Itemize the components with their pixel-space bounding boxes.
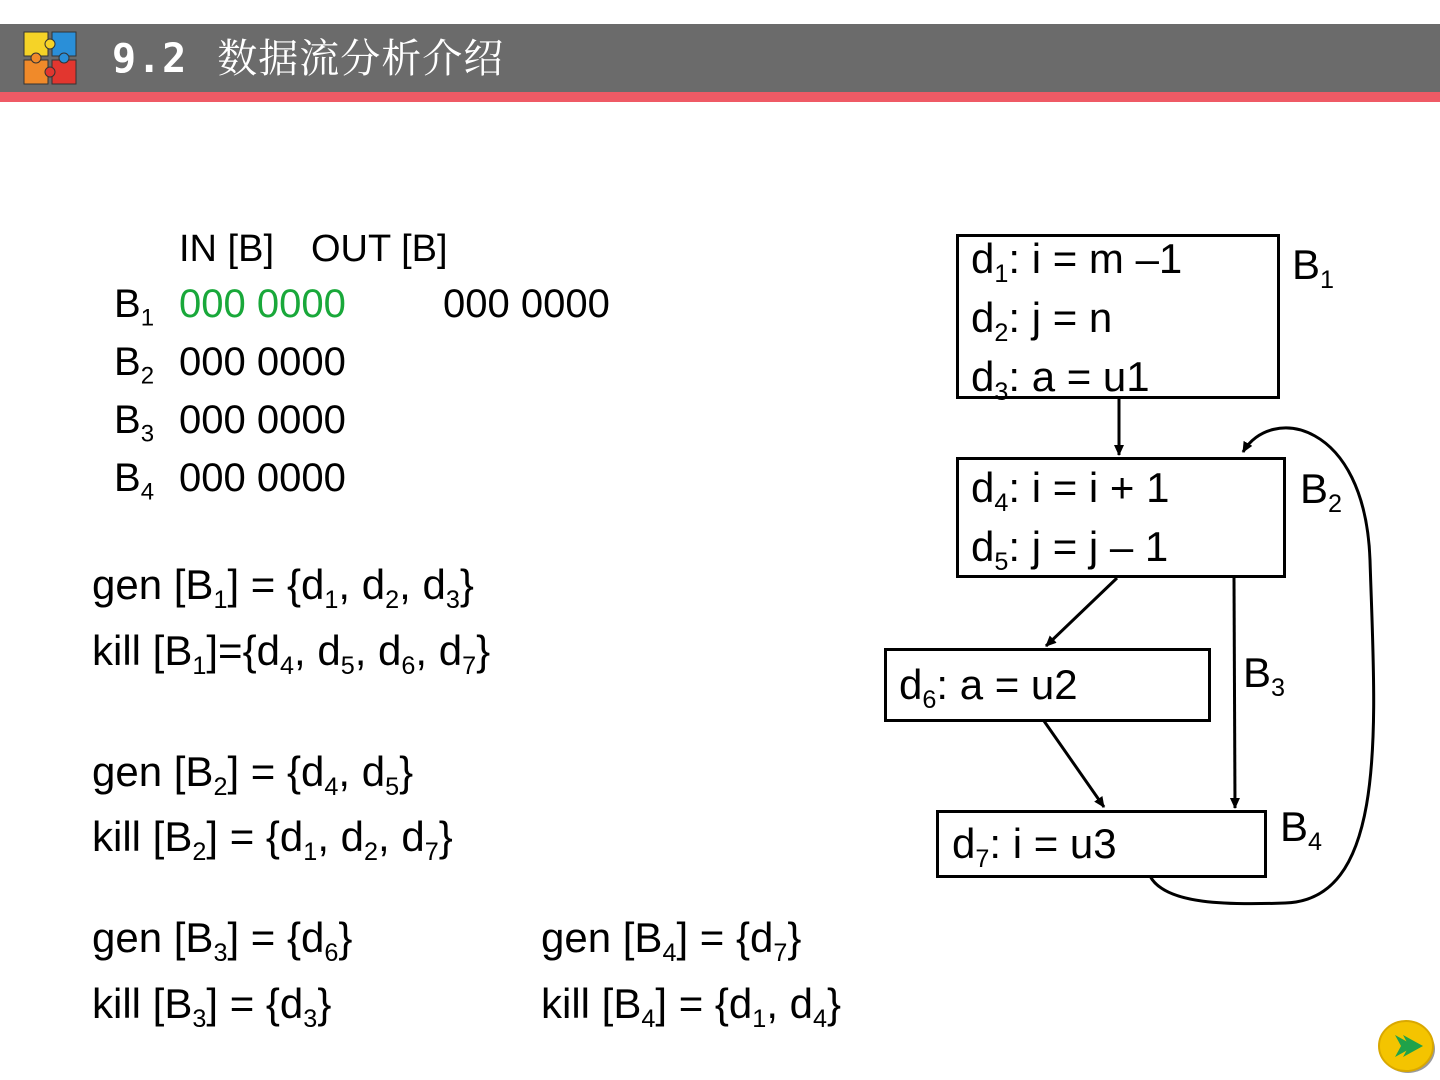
kill-b3: kill $[B_3] = \{d_3\}$	[92, 980, 332, 1033]
label-b3: $B_3$	[1243, 649, 1286, 702]
stmt-d6: $d_6$: a = u2	[899, 661, 1078, 714]
row-b4-in: 000 0000	[179, 456, 346, 500]
label-b1: $B_1$	[1292, 241, 1335, 294]
row-b1-in: 000 0000	[179, 282, 346, 326]
section-title: 数据流分析介绍	[217, 36, 505, 82]
kill-b2: kill $[B_2] = \{d_1$, $d_2$, $d_7$}	[92, 813, 453, 866]
section-number: 9.2	[112, 36, 188, 82]
gen-b1: gen $[B_1] = \{d_1$, $d_2$, $d_3$}	[92, 561, 474, 614]
gen-b3: gen $[B_3] = \{d_6\}$	[92, 914, 353, 967]
kill-b4: kill $[B_4] = \{d_1$, $d_4$}	[541, 980, 842, 1033]
next-arrow-icon[interactable]	[1377, 1017, 1437, 1075]
row-b3-in: 000 0000	[179, 398, 346, 442]
row-b1-out: 000 0000	[443, 282, 610, 326]
edge-b3-b4	[1044, 721, 1104, 807]
row-label-b3: $B_3$	[114, 398, 155, 448]
stmt-d2: $d_2$: j = n	[971, 294, 1113, 347]
row-label-b1: $B_1$	[114, 282, 155, 332]
stmt-d5: $d_5$: j = j – 1	[971, 523, 1169, 576]
row-label-b2: $B_2$	[114, 340, 155, 390]
col-out-header: OUT [B]	[311, 228, 448, 270]
edge-b2-b3	[1046, 578, 1117, 646]
col-in-header: IN [B]	[179, 228, 275, 270]
stmt-d3: $d_3$: a = u1	[971, 353, 1150, 406]
stmt-d7: $d_7$: i = u3	[952, 820, 1117, 873]
row-b2-in: 000 0000	[179, 340, 346, 384]
stmt-d1: $d_1$: i = m –1	[971, 235, 1183, 288]
kill-b1: kill $[B_1]=\{d_4$, $d_5$, $d_6$, $d_7$}	[92, 627, 491, 680]
row-label-b4: $B_4$	[114, 456, 155, 506]
edge-b2-b4	[1234, 578, 1235, 808]
label-b4: $B_4$	[1280, 803, 1323, 856]
gen-b2: gen $[B_2] = \{d_4$, $d_5$}	[92, 748, 414, 801]
gen-b4: gen $[B_4] = \{d_7\}$	[541, 914, 802, 967]
stmt-d4: $d_4$: i = i + 1	[971, 464, 1170, 517]
label-b2: $B_2$	[1300, 465, 1343, 518]
